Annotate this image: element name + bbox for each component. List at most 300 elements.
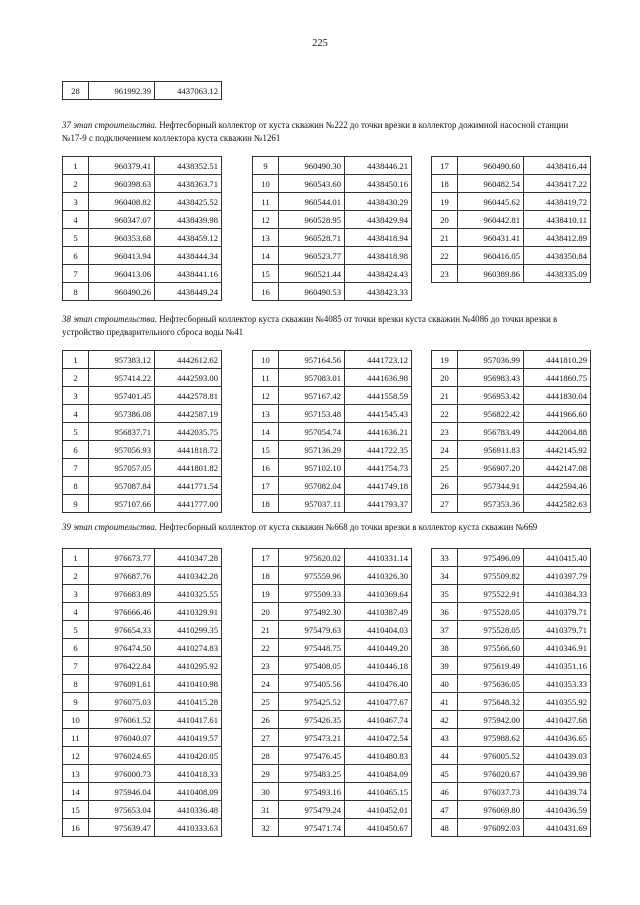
table-row [63, 82, 222, 100]
x-coordinate: 976040.07 [89, 729, 155, 747]
x-coordinate: 957082.04 [279, 477, 345, 495]
point-number: 3 [63, 193, 89, 211]
point-number: 1 [63, 157, 89, 175]
table-row [253, 283, 412, 301]
y-coordinate: 4410397.79 [524, 567, 591, 585]
section-heading-39 [62, 521, 584, 534]
y-coordinate: 4410436.65 [524, 729, 591, 747]
y-coordinate: 4410439.98 [524, 765, 591, 783]
point-number: 2 [63, 369, 89, 387]
table-row [63, 621, 222, 639]
y-coordinate: 4441545.43 [345, 405, 412, 423]
table-row [63, 675, 222, 693]
point-number: 35 [432, 585, 458, 603]
y-coordinate: 4410436.59 [524, 801, 591, 819]
x-coordinate: 957102.10 [279, 459, 345, 477]
y-coordinate: 4410452.01 [345, 801, 412, 819]
table-row [253, 693, 412, 711]
y-coordinate: 4441636.98 [345, 369, 412, 387]
table-row [253, 193, 412, 211]
table-row [253, 477, 412, 495]
point-number: 4 [63, 405, 89, 423]
table-row [253, 175, 412, 193]
table-row [432, 549, 591, 567]
point-number: 19 [432, 351, 458, 369]
x-coordinate: 957087.84 [89, 477, 155, 495]
x-coordinate: 975473.21 [279, 729, 345, 747]
table-row [253, 549, 412, 567]
point-number: 22 [432, 247, 458, 265]
x-coordinate: 960347.07 [89, 211, 155, 229]
y-coordinate: 4441754.73 [345, 459, 412, 477]
y-coordinate: 4438419.72 [524, 193, 591, 211]
point-number: 8 [63, 477, 89, 495]
y-coordinate: 4410477.67 [345, 693, 412, 711]
table-row [63, 441, 222, 459]
x-coordinate: 957054.74 [279, 423, 345, 441]
y-coordinate: 4410476.40 [345, 675, 412, 693]
x-coordinate: 975493.16 [279, 783, 345, 801]
point-number: 34 [432, 567, 458, 585]
section-heading-37 [62, 119, 584, 144]
coordinate-table [252, 156, 412, 301]
y-coordinate: 4410415.28 [155, 693, 222, 711]
x-coordinate: 956822.42 [458, 405, 524, 423]
x-coordinate: 975559.96 [279, 567, 345, 585]
x-coordinate: 975496.09 [458, 549, 524, 567]
x-coordinate: 957107.66 [89, 495, 155, 513]
point-number: 8 [63, 675, 89, 693]
y-coordinate: 4441722.35 [345, 441, 412, 459]
x-coordinate: 975471.74 [279, 819, 345, 837]
table-row [63, 783, 222, 801]
table-row [432, 477, 591, 495]
coordinate-table [252, 350, 412, 513]
y-coordinate: 4438429.94 [345, 211, 412, 229]
x-coordinate: 960544.01 [279, 193, 345, 211]
point-number: 6 [63, 639, 89, 657]
point-number: 45 [432, 765, 458, 783]
point-number: 30 [253, 783, 279, 801]
coordinate-table [431, 350, 591, 513]
x-coordinate: 976683.89 [89, 585, 155, 603]
y-coordinate: 4438410.11 [524, 211, 591, 229]
point-number: 5 [63, 423, 89, 441]
point-number: 17 [253, 549, 279, 567]
y-coordinate: 4410379.71 [524, 603, 591, 621]
y-coordinate: 4438412.89 [524, 229, 591, 247]
y-coordinate: 4438417.22 [524, 175, 591, 193]
table-row [253, 157, 412, 175]
point-number: 23 [432, 423, 458, 441]
point-number: 19 [253, 585, 279, 603]
x-coordinate: 960379.41 [89, 157, 155, 175]
point-number: 17 [253, 477, 279, 495]
y-coordinate: 4410420.05 [155, 747, 222, 765]
table-row [432, 675, 591, 693]
y-coordinate: 4441749.18 [345, 477, 412, 495]
y-coordinate: 4410484.09 [345, 765, 412, 783]
table-row [432, 765, 591, 783]
y-coordinate: 4438335.09 [524, 265, 591, 283]
x-coordinate: 975619.49 [458, 657, 524, 675]
table-row [432, 747, 591, 765]
coordinate-table [62, 156, 222, 301]
table-row [63, 567, 222, 585]
x-coordinate: 960523.77 [279, 247, 345, 265]
point-number: 28 [253, 747, 279, 765]
y-coordinate: 4438459.12 [155, 229, 222, 247]
point-number: 26 [253, 711, 279, 729]
x-coordinate: 957383.12 [89, 351, 155, 369]
x-coordinate: 976069.80 [458, 801, 524, 819]
point-number: 12 [63, 747, 89, 765]
y-coordinate: 4410410.98 [155, 675, 222, 693]
table-row [63, 193, 222, 211]
point-number: 2 [63, 567, 89, 585]
x-coordinate: 960416.05 [458, 247, 524, 265]
table-row [63, 477, 222, 495]
table-row [253, 459, 412, 477]
y-coordinate: 4410379.71 [524, 621, 591, 639]
stage-label: 37 этап строительства. [62, 120, 157, 130]
table-row [432, 693, 591, 711]
point-number: 26 [432, 477, 458, 495]
table-row [63, 405, 222, 423]
x-coordinate: 976037.73 [458, 783, 524, 801]
y-coordinate: 4410449.20 [345, 639, 412, 657]
table-row [432, 157, 591, 175]
y-coordinate: 4410415.40 [524, 549, 591, 567]
y-coordinate: 4442594.46 [524, 477, 591, 495]
x-coordinate: 976666.46 [89, 603, 155, 621]
y-coordinate: 4442145.92 [524, 441, 591, 459]
x-coordinate: 960353.68 [89, 229, 155, 247]
x-coordinate: 975425.52 [279, 693, 345, 711]
point-number: 40 [432, 675, 458, 693]
y-coordinate: 4410336.48 [155, 801, 222, 819]
point-number: 9 [63, 693, 89, 711]
table-row [63, 657, 222, 675]
x-coordinate: 976024.65 [89, 747, 155, 765]
point-number: 11 [253, 193, 279, 211]
table-row [432, 175, 591, 193]
coordinate-table [252, 548, 412, 837]
x-coordinate: 975946.04 [89, 783, 155, 801]
coordinate-table [62, 548, 222, 837]
y-coordinate: 4410408.09 [155, 783, 222, 801]
x-coordinate: 957057.05 [89, 459, 155, 477]
y-coordinate: 4438439.98 [155, 211, 222, 229]
x-coordinate: 976005.52 [458, 747, 524, 765]
table-row [432, 265, 591, 283]
heading-text: Нефтесборный коллектор куста скважин №4085 от точки врезки куста скважин №4086 до точки врезки в устройство предварительного сброса воды №41 [62, 314, 558, 337]
table-row [253, 783, 412, 801]
y-coordinate: 4410404.03 [345, 621, 412, 639]
x-coordinate: 957353.36 [458, 495, 524, 513]
point-number: 15 [63, 801, 89, 819]
y-coordinate: 4410467.74 [345, 711, 412, 729]
x-coordinate: 957036.99 [458, 351, 524, 369]
table-row [253, 405, 412, 423]
y-coordinate: 4442612.62 [155, 351, 222, 369]
point-number: 1 [63, 549, 89, 567]
x-coordinate: 960445.62 [458, 193, 524, 211]
y-coordinate: 4438423.33 [345, 283, 412, 301]
table-row [253, 265, 412, 283]
y-coordinate: 4410439.03 [524, 747, 591, 765]
table-row [63, 819, 222, 837]
point-number: 14 [63, 783, 89, 801]
point-number: 43 [432, 729, 458, 747]
y-coordinate: 4438425.52 [155, 193, 222, 211]
table-row [432, 193, 591, 211]
table-row [253, 441, 412, 459]
y-coordinate: 4410450.67 [345, 819, 412, 837]
x-coordinate: 976061.52 [89, 711, 155, 729]
point-number: 17 [432, 157, 458, 175]
table-row [253, 675, 412, 693]
table-row [253, 229, 412, 247]
table-row [63, 639, 222, 657]
x-coordinate: 960389.86 [458, 265, 524, 283]
y-coordinate: 4410353.33 [524, 675, 591, 693]
table-row [253, 819, 412, 837]
point-number: 18 [253, 567, 279, 585]
table-row [63, 549, 222, 567]
table-row [253, 387, 412, 405]
table-row [432, 441, 591, 459]
coordinate-table [431, 156, 591, 283]
table-row [432, 351, 591, 369]
point-number: 7 [63, 657, 89, 675]
point-number: 18 [253, 495, 279, 513]
x-coordinate: 957136.29 [279, 441, 345, 459]
point-number: 7 [63, 265, 89, 283]
point-number: 36 [432, 603, 458, 621]
point-number: 3 [63, 387, 89, 405]
point-number: 6 [63, 441, 89, 459]
table-row [432, 783, 591, 801]
y-coordinate: 4410342.28 [155, 567, 222, 585]
table-row [63, 351, 222, 369]
y-coordinate: 4441818.72 [155, 441, 222, 459]
x-coordinate: 957401.45 [89, 387, 155, 405]
y-coordinate: 4441793.37 [345, 495, 412, 513]
y-coordinate: 4438350.84 [524, 247, 591, 265]
x-coordinate: 960413.06 [89, 265, 155, 283]
y-coordinate: 4410480.83 [345, 747, 412, 765]
y-coordinate: 4410326.30 [345, 567, 412, 585]
x-coordinate: 975405.56 [279, 675, 345, 693]
y-coordinate: 4438444.34 [155, 247, 222, 265]
point-number: 28 [63, 82, 89, 100]
y-coordinate: 4442035.75 [155, 423, 222, 441]
point-number: 2 [63, 175, 89, 193]
point-number: 16 [253, 283, 279, 301]
y-coordinate: 4442578.81 [155, 387, 222, 405]
table-row [63, 423, 222, 441]
table-row [253, 711, 412, 729]
x-coordinate: 957386.08 [89, 405, 155, 423]
point-number: 9 [63, 495, 89, 513]
x-coordinate: 960490.53 [279, 283, 345, 301]
point-number: 19 [432, 193, 458, 211]
table-row [63, 229, 222, 247]
x-coordinate: 975408.05 [279, 657, 345, 675]
x-coordinate: 976474.50 [89, 639, 155, 657]
table-row [432, 603, 591, 621]
table-row [432, 211, 591, 229]
x-coordinate: 961992.39 [89, 82, 155, 100]
x-coordinate: 975509.82 [458, 567, 524, 585]
point-number: 10 [253, 351, 279, 369]
y-coordinate: 4438418.94 [345, 229, 412, 247]
x-coordinate: 976422.84 [89, 657, 155, 675]
point-number: 48 [432, 819, 458, 837]
point-number: 6 [63, 247, 89, 265]
y-coordinate: 4410387.49 [345, 603, 412, 621]
table-row [432, 819, 591, 837]
y-coordinate: 4410446.18 [345, 657, 412, 675]
x-coordinate: 960521.44 [279, 265, 345, 283]
point-number: 23 [253, 657, 279, 675]
y-coordinate: 4410439.74 [524, 783, 591, 801]
point-number: 15 [253, 441, 279, 459]
table-row [63, 459, 222, 477]
x-coordinate: 957167.42 [279, 387, 345, 405]
table-row [432, 247, 591, 265]
y-coordinate: 4441723.12 [345, 351, 412, 369]
table-row [253, 747, 412, 765]
table-row [432, 369, 591, 387]
point-number: 5 [63, 621, 89, 639]
point-number: 11 [253, 369, 279, 387]
y-coordinate: 4442582.63 [524, 495, 591, 513]
point-number: 24 [432, 441, 458, 459]
point-number: 8 [63, 283, 89, 301]
point-number: 47 [432, 801, 458, 819]
x-coordinate: 975509.33 [279, 585, 345, 603]
y-coordinate: 4441636.21 [345, 423, 412, 441]
x-coordinate: 957037.11 [279, 495, 345, 513]
x-coordinate: 957056.93 [89, 441, 155, 459]
y-coordinate: 4441966.60 [524, 405, 591, 423]
table-row [253, 603, 412, 621]
table-row [432, 657, 591, 675]
point-number: 39 [432, 657, 458, 675]
point-number: 22 [432, 405, 458, 423]
y-coordinate: 4410299.35 [155, 621, 222, 639]
y-coordinate: 4410472.54 [345, 729, 412, 747]
point-number: 16 [253, 459, 279, 477]
point-number: 20 [432, 369, 458, 387]
table-row [253, 639, 412, 657]
table-row [63, 711, 222, 729]
table-row [432, 711, 591, 729]
point-number: 44 [432, 747, 458, 765]
point-number: 7 [63, 459, 89, 477]
y-coordinate: 4437063.12 [155, 82, 222, 100]
table-row [253, 621, 412, 639]
table-row [432, 229, 591, 247]
x-coordinate: 960490.30 [279, 157, 345, 175]
section-heading-38 [62, 313, 584, 338]
point-number: 4 [63, 603, 89, 621]
point-number: 23 [432, 265, 458, 283]
point-number: 25 [253, 693, 279, 711]
x-coordinate: 975448.75 [279, 639, 345, 657]
page-number: 225 [312, 38, 328, 49]
x-coordinate: 960528.95 [279, 211, 345, 229]
table-row [63, 387, 222, 405]
x-coordinate: 976075.03 [89, 693, 155, 711]
x-coordinate: 960490.60 [458, 157, 524, 175]
x-coordinate: 976687.76 [89, 567, 155, 585]
point-number: 27 [253, 729, 279, 747]
x-coordinate: 975648.32 [458, 693, 524, 711]
x-coordinate: 956983.43 [458, 369, 524, 387]
table-row [63, 603, 222, 621]
y-coordinate: 4438430.29 [345, 193, 412, 211]
x-coordinate: 960413.94 [89, 247, 155, 265]
y-coordinate: 4438424.43 [345, 265, 412, 283]
table-row [432, 495, 591, 513]
table-row [432, 567, 591, 585]
x-coordinate: 975942.00 [458, 711, 524, 729]
y-coordinate: 4441771.54 [155, 477, 222, 495]
y-coordinate: 4410369.64 [345, 585, 412, 603]
y-coordinate: 4410465.15 [345, 783, 412, 801]
y-coordinate: 4410384.33 [524, 585, 591, 603]
x-coordinate: 975492.30 [279, 603, 345, 621]
point-number: 20 [253, 603, 279, 621]
y-coordinate: 4442147.08 [524, 459, 591, 477]
x-coordinate: 960543.60 [279, 175, 345, 193]
x-coordinate: 976020.67 [458, 765, 524, 783]
heading-text: Нефтесборный коллектор от куста скважин №668 до точки врезки в коллектор куста скважин №669 [157, 522, 538, 532]
y-coordinate: 4410351.16 [524, 657, 591, 675]
y-coordinate: 4441777.00 [155, 495, 222, 513]
point-number: 46 [432, 783, 458, 801]
x-coordinate: 975528.05 [458, 621, 524, 639]
point-number: 15 [253, 265, 279, 283]
y-coordinate: 4442004.88 [524, 423, 591, 441]
y-coordinate: 4410347.28 [155, 549, 222, 567]
table-row [63, 495, 222, 513]
point-number: 33 [432, 549, 458, 567]
x-coordinate: 975426.35 [279, 711, 345, 729]
point-number: 11 [63, 729, 89, 747]
table-row [63, 585, 222, 603]
table-row [432, 459, 591, 477]
table-row [253, 495, 412, 513]
x-coordinate: 956907.20 [458, 459, 524, 477]
y-coordinate: 4410274.83 [155, 639, 222, 657]
heading-text: Нефтесборный коллектор от куста скважин №222 до точки врезки в коллектор дожимной насосной станции №17-9 с подключением коллектора куста скважин №1261 [62, 120, 569, 143]
table-row [253, 247, 412, 265]
table-row [432, 729, 591, 747]
x-coordinate: 976091.61 [89, 675, 155, 693]
x-coordinate: 975528.05 [458, 603, 524, 621]
table-row [63, 211, 222, 229]
table-row [63, 693, 222, 711]
y-coordinate: 4438418.98 [345, 247, 412, 265]
y-coordinate: 4438446.21 [345, 157, 412, 175]
y-coordinate: 4410419.57 [155, 729, 222, 747]
point-number: 21 [432, 387, 458, 405]
point-number: 10 [253, 175, 279, 193]
